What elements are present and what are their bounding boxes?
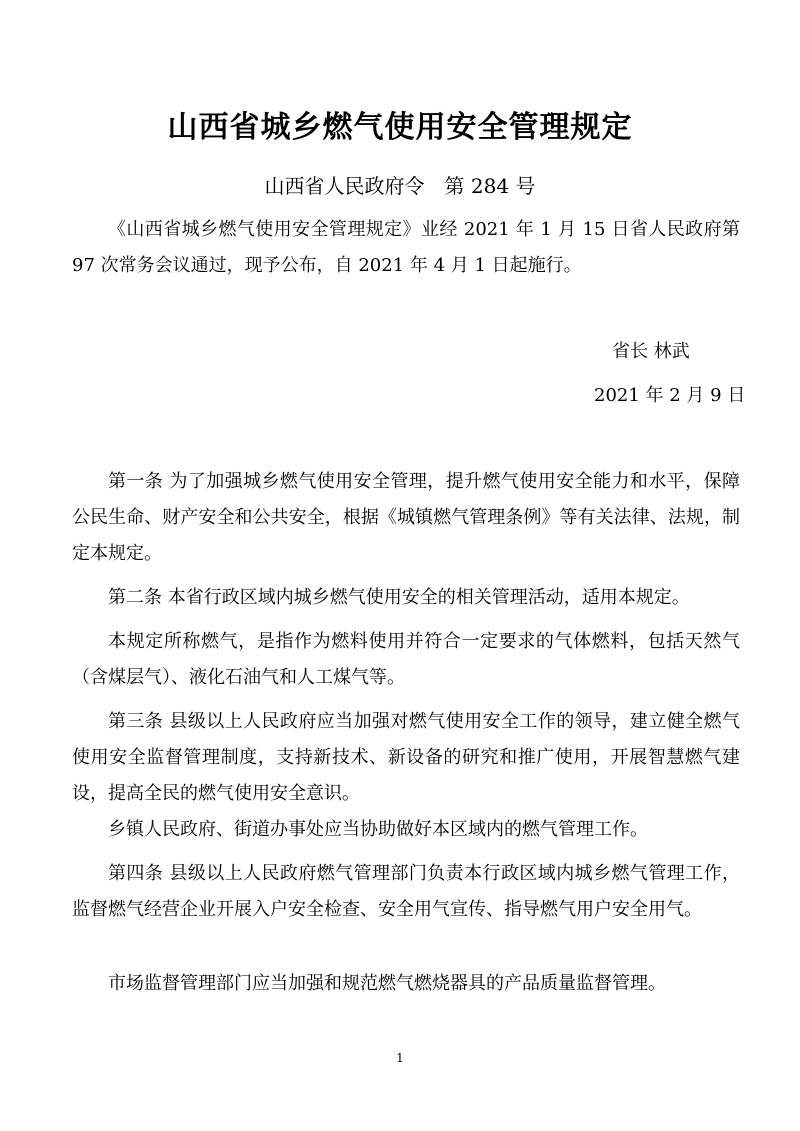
article-4-paragraph: 第四条 县级以上人民政府燃气管理部门负责本行政区域内城乡燃气管理工作，监督燃气经营企业开展入户安全检查、安全用气宣传、指导燃气用户安全用气。 bbox=[72, 863, 740, 920]
article-3-paragraph: 第三条 县级以上人民政府应当加强对燃气使用安全工作的领导，建立健全燃气使用安全监督管理制度，支持新技术、新设备的研究和推广使用，开展智慧燃气建设，提高全民的燃气使用安全意识。 bbox=[72, 711, 740, 804]
article-2-definition-paragraph: 本规定所称燃气，是指作为燃料使用并符合一定要求的气体燃料，包括天然气（含煤层气）、液化石油气和人工煤气等。 bbox=[72, 631, 740, 688]
date: 2021 年 2 月 9 日 bbox=[594, 385, 746, 406]
page-number: 1 bbox=[396, 1051, 404, 1065]
article-1-paragraph: 第一条 为了加强城乡燃气使用安全管理，提升燃气使用安全能力和水平，保障公民生命、财产安全和公共安全，根据《城镇燃气管理条例》等有关法律、法规，制定本规定。 bbox=[72, 471, 740, 564]
article-2-paragraph: 第二条 本省行政区域内城乡燃气使用安全的相关管理活动，适用本规定。 bbox=[108, 587, 690, 608]
document-title: 山西省城乡燃气使用安全管理规定 bbox=[167, 110, 633, 145]
article-4-market-paragraph: 市场监督管理部门应当加强和规范燃气燃烧器具的产品质量监督管理。 bbox=[108, 973, 666, 994]
signature: 省长 林武 bbox=[612, 341, 690, 362]
article-3-township-paragraph: 乡镇人民政府、街道办事处应当协助做好本区域内的燃气管理工作。 bbox=[108, 819, 648, 840]
decree-number: 山西省人民政府令 第 284 号 bbox=[264, 174, 536, 198]
preamble-paragraph: 《山西省城乡燃气使用安全管理规定》业经 2021 年 1 月 15 日省人民政府第 97 次常务会议通过，现予公布，自 2021 年 4 月 1 日起施行。 bbox=[72, 219, 740, 276]
